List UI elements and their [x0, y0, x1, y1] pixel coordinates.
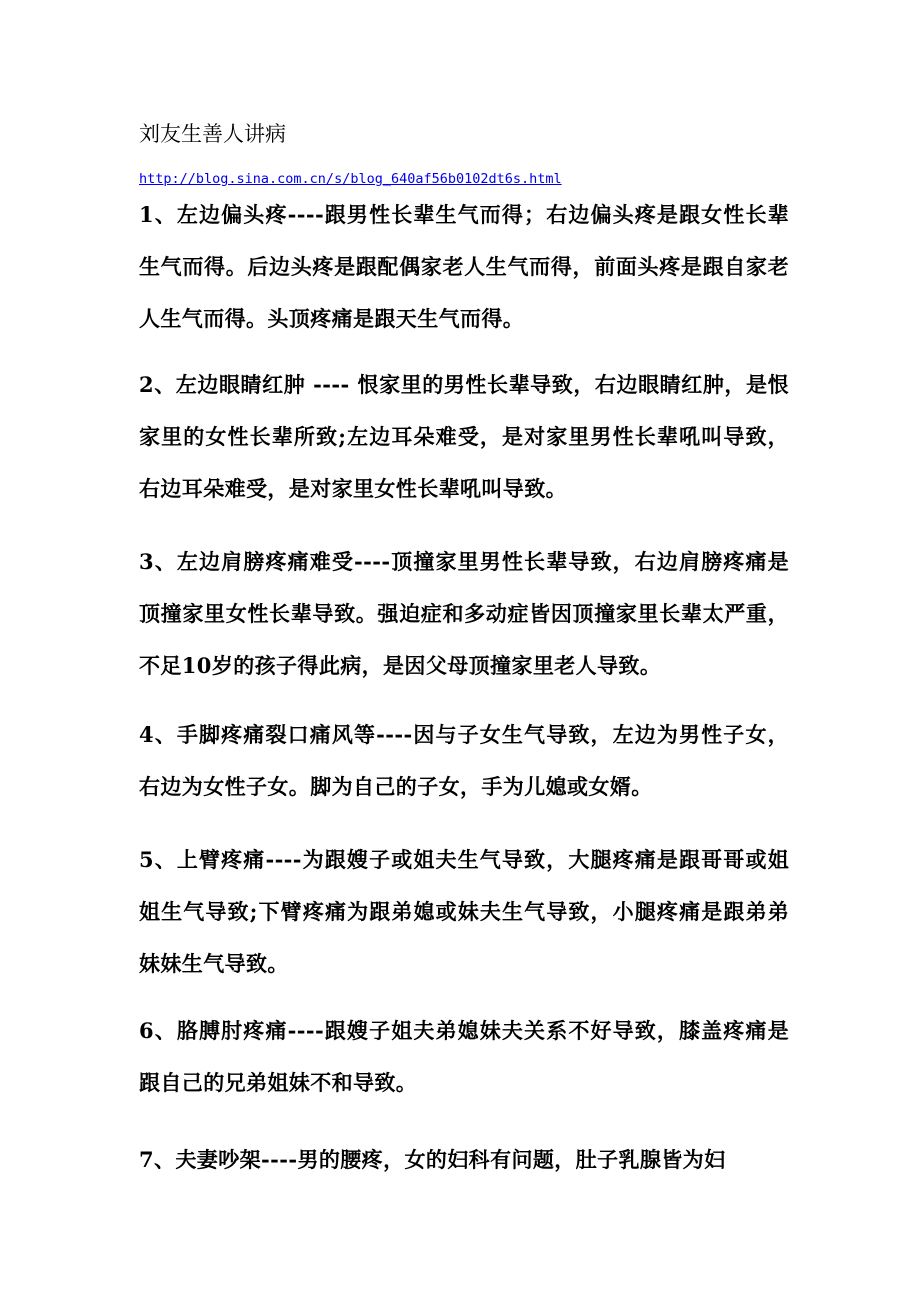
paragraph-3: 3、左边肩膀疼痛难受----顶撞家里男性长辈导致，右边肩膀疼痛是顶撞家里女性长辈导致。强迫症和多动症皆因顶撞家里长辈太严重，不足10岁的孩子得此病，是因父母顶撞家里老人导致。: [139, 549, 789, 678]
paragraph-7: 7、夫妻吵架----男的腰疼，女的妇科有问题，肚子乳腺皆为妇: [139, 1147, 726, 1172]
document-title: 刘友生善人讲病: [139, 122, 286, 146]
paragraph-6: 6、胳膊肘疼痛----跟嫂子姐夫弟媳妹夫关系不好导致，膝盖疼痛是跟自己的兄弟姐妹不和导致。: [139, 1018, 789, 1095]
paragraph-2: 2、左边眼睛红肿 ---- 恨家里的男性长辈导致，右边眼睛红肿，是恨家里的女性长辈所致;左边耳朵难受，是对家里男性长辈吼叫导致，右边耳朵难受，是对家里女性长辈吼叫导致。: [139, 372, 789, 501]
paragraph-4: 4、手脚疼痛裂口痛风等----因与子女生气导致，左边为男性子女，右边为女性子女。脚为自己的子女，手为儿媳或女婿。: [139, 722, 789, 799]
source-link[interactable]: http://blog.sina.com.cn/s/blog_640af56b0102dt6s.html: [139, 171, 562, 187]
paragraph-5: 5、上臂疼痛----为跟嫂子或姐夫生气导致，大腿疼痛是跟哥哥或姐姐生气导致;下臂疼痛为跟弟媳或妹夫生气导致，小腿疼痛是跟弟弟妹妹生气导致。: [139, 847, 789, 976]
paragraph-1: 1、左边偏头疼----跟男性长辈生气而得；右边偏头疼是跟女性长辈生气而得。后边头疼是跟配偶家老人生气而得，前面头疼是跟自家老人生气而得。头顶疼痛是跟天生气而得。: [139, 202, 789, 331]
